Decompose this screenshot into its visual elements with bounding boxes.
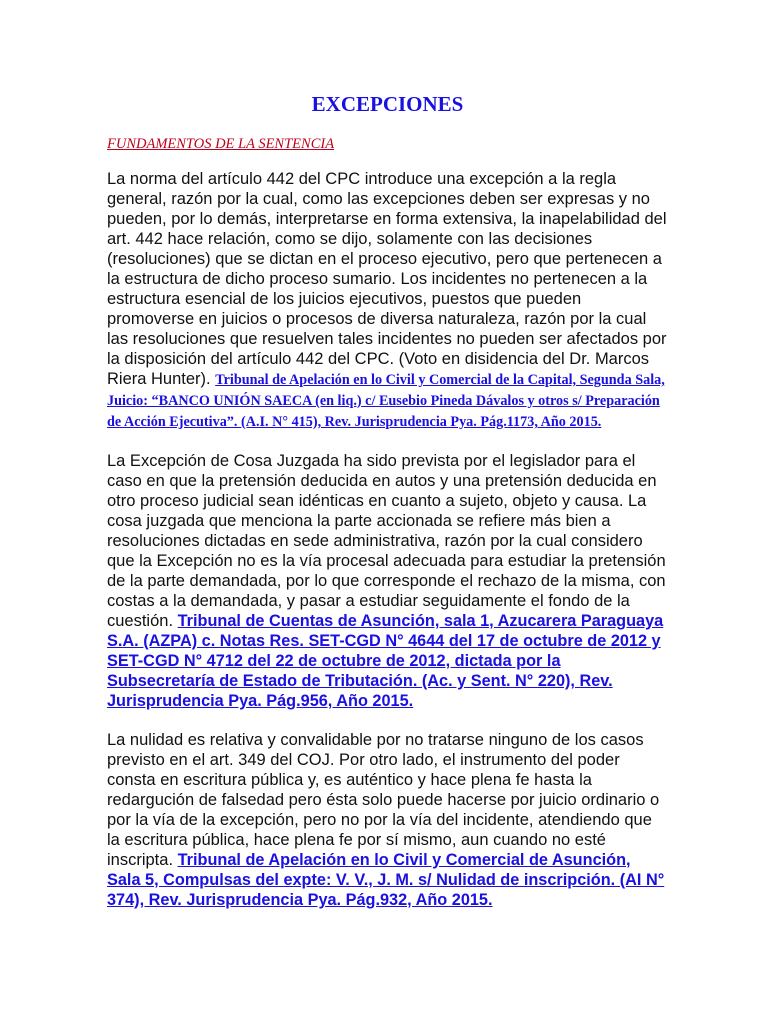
- page-title: EXCEPCIONES: [311, 92, 464, 116]
- paragraph-text: La norma del artículo 442 del CPC introduce una excepción a la regla general, razón por la cual, como las excepciones deben ser expresas y no pueden, por lo demás, interpretarse en forma extensiva, la inapelabilidad del art. 442 hace relación, como se dijo, solamente con las decisiones (resoluciones) que se dictan en el proceso ejecutivo, pero que pertenecen a la estructura de dicho proceso sumario. Los incidentes no pertenecen a la estructura esencial de los juicios ejecutivos, puestos que pueden promoverse en juicios o procesos de diversa naturaleza, razón por la cual las resoluciones que resuelven tales incidentes no pueden ser afectados por la disposición del artículo 442 del CPC. (Voto en disidencia del Dr. Marcos Riera Hunter).: [107, 170, 667, 388]
- paragraph-text: La Excepción de Cosa Juzgada ha sido prevista por el legislador para el caso en que la pretensión deducida en autos y una pretensión deducida en otro proceso judicial sean idénticas en cuanto a sujeto, objeto y causa. La cosa juzgada que menciona la parte accionada se refiere más bien a resoluciones dictadas en sede administrativa, razón por la cual considero que la Excepción no es la vía procesal adecuada para estudiar la pretensión de la parte demandada, por lo que corresponde el rechazo de la misma, con costas a la demandada, y pasar a estudiar seguidamente el fondo de la cuestión.: [107, 452, 666, 630]
- paragraph: [107, 451, 668, 711]
- section-heading: FUNDAMENTOS DE LA SENTENCIA: [107, 136, 335, 152]
- paragraph: [107, 169, 668, 432]
- citation-link[interactable]: Tribunal de Apelación en lo Civil y Comercial de la Capital, Segunda Sala, Juicio: “BANCO UNIÓN SAECA (en liq.) c/ Eusebio Pineda Dávalos y otros s/ Preparación de Acción Ejecutiva”. (A.I. N° 415), Rev. Jurisprudencia Pya. Pág.1173, Año 2015.: [107, 372, 665, 430]
- citation-link[interactable]: Tribunal de Apelación en lo Civil y Comercial de Asunción, Sala 5, Compulsas del expte: V. V., J. M. s/ Nulidad de inscripción. (AI N° 374), Rev. Jurisprudencia Pya. Pág.932, Año 2015.: [107, 851, 665, 909]
- paragraph: [107, 730, 668, 910]
- citation-link[interactable]: Tribunal de Cuentas de Asunción, sala 1, Azucarera Paraguaya S.A. (AZPA) c. Notas Res. SET-CGD N° 4644 del 17 de octubre de 2012 y SET-CGD N° 4712 del 22 de octubre de 2012, dictada por la Subsecretaría de Estado de Tributación. (Ac. y Sent. N° 220), Rev. Jurisprudencia Pya. Pág.956, Año 2015.: [107, 612, 664, 710]
- paragraph-text: La nulidad es relativa y convalidable por no tratarse ninguno de los casos previsto en el art. 349 del COJ. Por otro lado, el instrumento del poder consta en escritura pública y, es auténtico y hace plena fe hasta la redargución de falsedad pero ésta solo puede hacerse por juicio ordinario o por la vía de la excepción, pero no por la vía del incidente, atendiendo que la escritura pública, hace plena fe por sí mismo, aun cuando no esté inscripta.: [107, 731, 660, 869]
